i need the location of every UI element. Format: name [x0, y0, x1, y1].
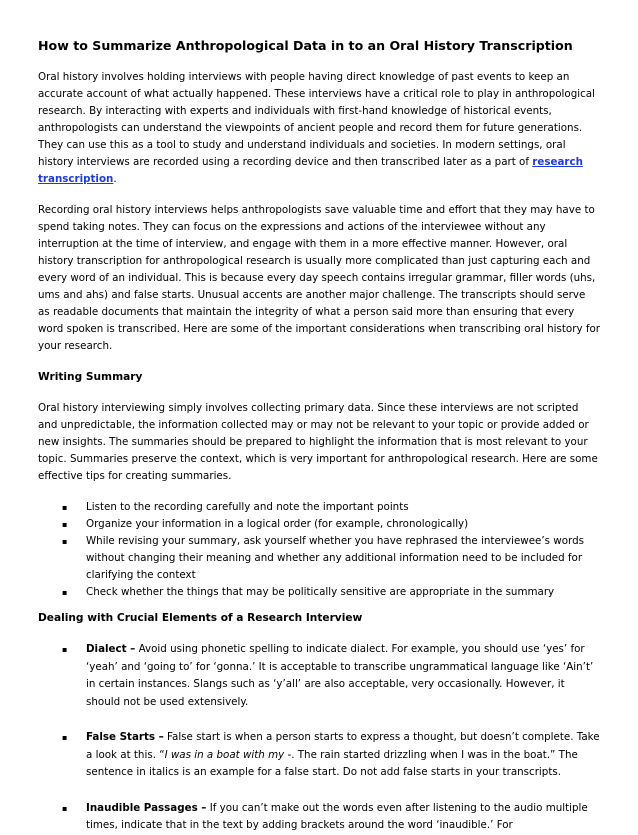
term-false-starts: False Starts –: [86, 731, 164, 743]
bullet-icon: ▪: [62, 520, 68, 529]
heading-crucial-elements: Dealing with Crucial Elements of a Research Interview: [38, 612, 363, 624]
list-item-dialect: [62, 641, 600, 711]
list-item: [62, 533, 600, 584]
list-item-false-starts: [62, 729, 600, 782]
summary-paragraph: Oral history interviewing simply involves collecting primary data. Since these interviews are not scripted and unpredictable, the information collected may or may not be relevant to your topic or provide added or new insights. The summaries should be prepared to highlight the information that is most relevant to your topic. Summaries preserve the context, which is very important for anthropological research. Here are some effective tips for creating summaries.: [38, 402, 598, 482]
intro-text: Oral history involves holding interviews with people having direct knowledge of past events to keep an accurate account of what actually happened. These interviews have a critical role to play in anthropological research. By interacting with experts and individuals with first-hand knowledge of historical events, anthropologists can understand the viewpoints of ancient people and record them for future generations. They can use this as a tool to study and understand individuals and societies. In modern settings, oral history interviews are recorded using a recording device and then transcribed later as a part of: [38, 71, 595, 168]
tip-text: Check whether the things that may be politically sensitive are appropriate in the summary: [86, 586, 555, 598]
false-start-example: I was in a boat with my -: [164, 748, 292, 761]
false-starts-text-a: False start is when a person starts to express a thought, but doesn’t complete. Take a look at this. “: [86, 731, 600, 761]
term-inaudible-passages: Inaudible Passages –: [86, 801, 207, 814]
bullet-icon: ▪: [62, 645, 68, 654]
bullet-icon: ▪: [62, 537, 68, 546]
research-transcription-link[interactable]: research transcription: [38, 156, 583, 185]
recording-paragraph: Recording oral history interviews helps anthropologists save valuable time and effort that they may have to spend taking notes. They can focus on the expressions and actions of the interviewee without any interruption at the time of interview, and engage with them in a more effective manner. However, oral history transcription for anthropological research is usually more complicated than just capturing each and every word of an individual. This is because every day speech contains irregular grammar, filler words (uhs, ums and ahs) and false starts. Unusual accents are another major challenge. The transcripts should serve as readable documents that maintain the integrity of what a person said more than ensuring that every word spoken is transcribed. Here are some of the important considerations when transcribing oral history for your research.: [38, 204, 600, 352]
intro-end: .: [113, 173, 117, 185]
inaudible-text: If you can’t make out the words even after listening to the audio multiple times, indicate that in the text by adding brackets around the word ‘inaudible.’ For: [86, 801, 588, 831]
tip-text: Listen to the recording carefully and note the important points: [86, 501, 409, 513]
tip-text: Organize your information in a logical order (for example, chronologically): [86, 518, 469, 530]
term-dialect: Dialect –: [86, 643, 136, 655]
list-item: [62, 584, 600, 601]
bullet-icon: ▪: [62, 803, 68, 813]
list-item: [62, 516, 600, 533]
summary-tips-list: [38, 499, 600, 601]
document-title: How to Summarize Anthropological Data in to an Oral History Transcription: [38, 38, 573, 53]
bullet-icon: ▪: [62, 733, 68, 742]
bullet-icon: ▪: [62, 588, 68, 597]
false-starts-text-b: . The rain started drizzling when I was in the boat.” The sentence in italics is an example for a false start. Do not add false starts in your transcripts.: [86, 748, 578, 778]
bullet-icon: ▪: [62, 503, 68, 512]
dialect-text: Avoid using phonetic spelling to indicate dialect. For example, you should use ‘yes’ for ‘yeah’ and ‘going to’ for ‘gonna.’ It is acceptable to transcribe ungrammatical language like ‘Ain’t’ in certain instances. Slangs such as ‘y’all’ are also acceptable, very occasionally. However, it should not be used extensively.: [86, 643, 594, 708]
list-item: [62, 499, 600, 516]
heading-writing-summary: Writing Summary: [38, 371, 143, 383]
intro-paragraph: [38, 69, 600, 188]
list-item-inaudible: [62, 800, 600, 835]
crucial-elements-list: [38, 641, 600, 835]
tip-text: While revising your summary, ask yourself whether you have rephrased the interviewee’s words without changing their meaning and whether any additional information need to be included for clarifying the context: [86, 535, 584, 581]
